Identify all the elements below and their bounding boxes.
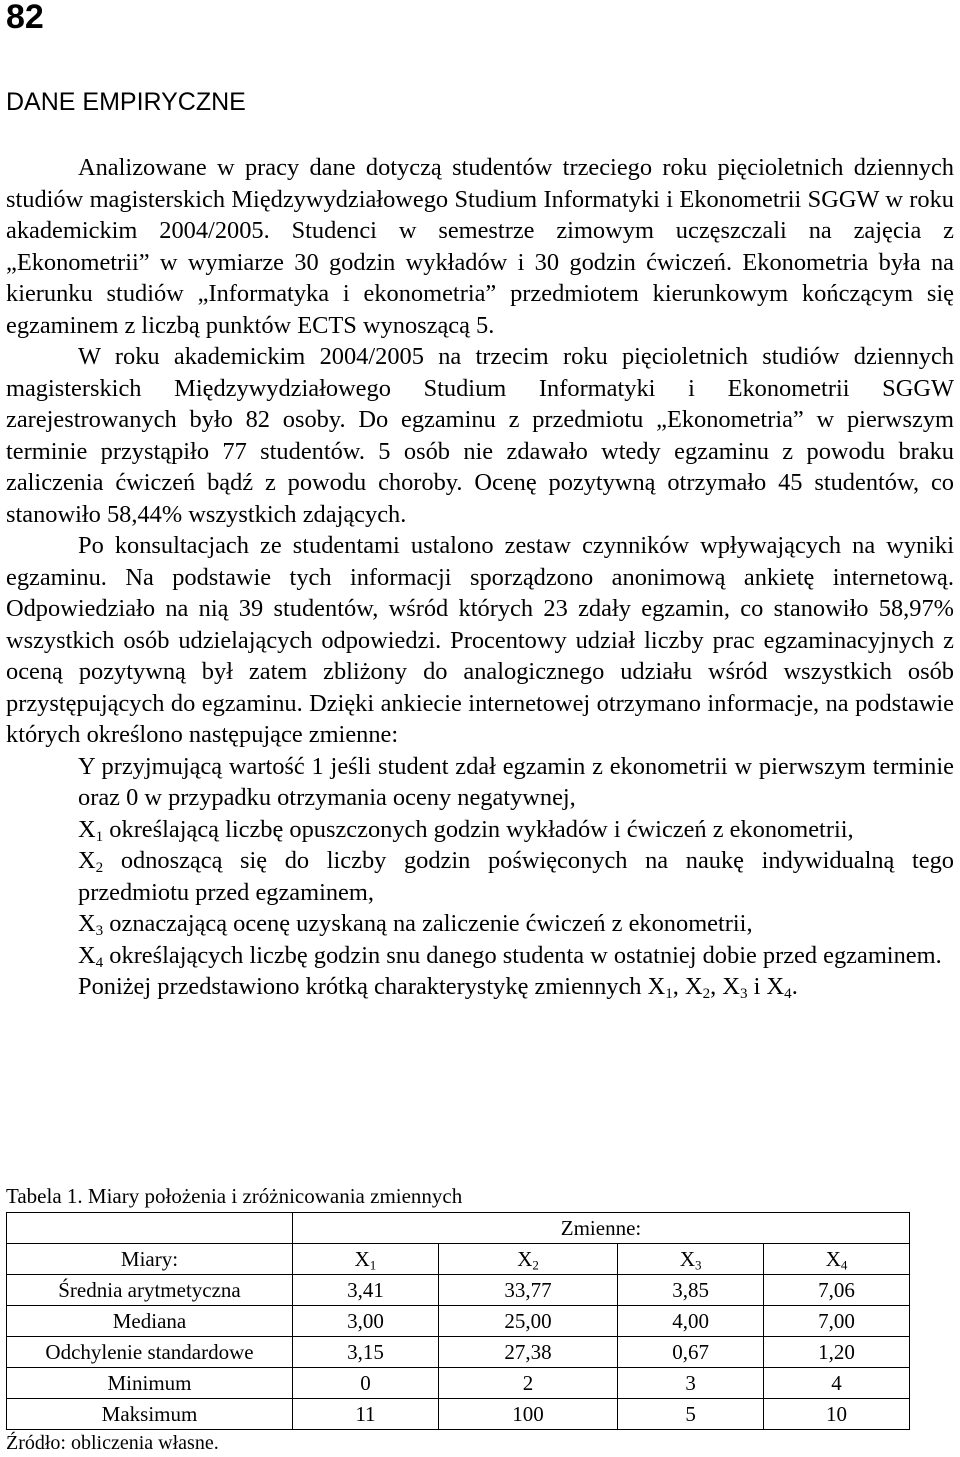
table-row-label: Maksimum bbox=[7, 1399, 293, 1430]
table-row bbox=[7, 1399, 910, 1430]
table-row-header-label: Miary: bbox=[7, 1244, 293, 1275]
table-cell: 3,00 bbox=[293, 1306, 439, 1337]
table-row bbox=[7, 1306, 910, 1337]
table-cell: 0 bbox=[293, 1368, 439, 1399]
table-cell: 7,06 bbox=[764, 1275, 910, 1306]
variable-item-y: Y przyjmującą wartość 1 jeśli student zdał egzamin z ekonometrii w pierwszym terminie oraz 0 w przypadku otrzymania oceny negatywnej, bbox=[78, 752, 954, 811]
table-source-note: Źródło: obliczenia własne. bbox=[6, 1432, 219, 1454]
table-cell: 2 bbox=[438, 1368, 617, 1399]
table-row-label: Odchylenie standardowe bbox=[7, 1337, 293, 1368]
variable-item-x1: $X_1$ określającą liczbę opuszczonych godzin wykładów i ćwiczeń z ekonometrii, bbox=[78, 815, 854, 845]
table-column-header: $X_4$ bbox=[764, 1244, 910, 1275]
table-row bbox=[7, 1275, 910, 1306]
statistics-table bbox=[6, 1212, 910, 1430]
table-cell: 25,00 bbox=[438, 1306, 617, 1337]
table-row-label: Minimum bbox=[7, 1368, 293, 1399]
body-text bbox=[6, 152, 954, 1003]
table-cell: 4 bbox=[764, 1368, 910, 1399]
paragraph-2: W roku akademickim 2004/2005 na trzecim roku pięcioletnich studiów dziennych magisterskich Międzywydziałowego Studium Informatyki i Ekonometrii SGGW zarejestrowanych było 82 osoby. Do egzaminu z przedmiotu „Ekonometria” w pierwszym terminie przystąpiło 77 studentów. 5 osób nie zdawało wtedy egzaminu z powodu braku zaliczenia ćwiczeń bądź z powodu choroby. Ocenę pozytywną otrzymało 45 studentów, co stanowiło 58,44% wszystkich zdających. bbox=[6, 343, 954, 528]
table-cell: 11 bbox=[293, 1399, 439, 1430]
paragraph-1: Analizowane w pracy dane dotyczą studentów trzeciego roku pięcioletnich dziennych studiów magisterskich Międzywydziałowego Studium Informatyki i Ekonometrii SGGW w roku akademickim 2004/2005. Studenci w semestrze zimowym uczęszczali na zajęcia z „Ekonometrii” w wymiarze 30 godzin wykładów i 30 godzin ćwiczeń. Ekonometria była na kierunku studiów „Informatyka i ekonometria” przedmiotem kierunkowym kończącym się egzaminem z liczbą punktów ECTS wynoszącą 5. bbox=[6, 154, 954, 339]
page-number: 82 bbox=[6, 0, 44, 36]
table-row bbox=[7, 1337, 910, 1368]
paragraph-3: Po konsultacjach ze studentami ustalono zestaw czynników wpływających na wyniki egzaminu. Na podstawie tych informacji sporządzono anonimową ankietę internetową. Odpowiedziało na nią 39 studentów, wśród których 23 zdały egzamin, co stanowiło 58,97% wszystkich osób udzielających odpowiedzi. Procentowy udział liczby prac egzaminacyjnych z oceną pozytywną był zatem zbliżony do analogicznego udziału wśród wszystkich osób przystępujących do egzaminu. Dzięki ankiecie internetowej otrzymano informacje, na podstawie których określono następujące zmienne: bbox=[6, 532, 954, 748]
table-cell: 0,67 bbox=[618, 1337, 764, 1368]
table-cell: 3,15 bbox=[293, 1337, 439, 1368]
variable-list bbox=[6, 751, 954, 972]
table-row-label: Średnia arytmetyczna bbox=[7, 1275, 293, 1306]
table-header-row bbox=[7, 1244, 910, 1275]
table-cell: 7,00 bbox=[764, 1306, 910, 1337]
table-cell: 27,38 bbox=[438, 1337, 617, 1368]
table-cell: 33,77 bbox=[438, 1275, 617, 1306]
section-heading: DANE EMPIRYCZNE bbox=[6, 88, 246, 116]
variable-item-x2: $X_2$ odnoszącą się do liczby godzin poświęconych na naukę indywidualną tego przedmiotu przed egzaminem, bbox=[78, 847, 954, 906]
table-column-header: $X_2$ bbox=[438, 1244, 617, 1275]
table-cell: 5 bbox=[618, 1399, 764, 1430]
table-cell: 3 bbox=[618, 1368, 764, 1399]
variable-item-x3: $X_3$ oznaczającą ocenę uzyskaną na zaliczenie ćwiczeń z ekonometrii, bbox=[78, 910, 753, 939]
table-row-label: Mediana bbox=[7, 1306, 293, 1337]
table-cell: 3,41 bbox=[293, 1275, 439, 1306]
table-cell: 3,85 bbox=[618, 1275, 764, 1306]
table-column-header: $X_1$ bbox=[293, 1244, 439, 1275]
table-cell: 10 bbox=[764, 1399, 910, 1430]
table-caption: Tabela 1. Miary położenia i zróżnicowania zmiennych bbox=[6, 1184, 463, 1208]
table-column-header: $X_3$ bbox=[618, 1244, 764, 1275]
table-empty-corner bbox=[7, 1213, 293, 1244]
table-cell: 1,20 bbox=[764, 1337, 910, 1368]
table-group-header: Zmienne: bbox=[293, 1213, 910, 1244]
table-group-header-row bbox=[7, 1213, 910, 1244]
table-cell: 100 bbox=[438, 1399, 617, 1430]
table-cell: 4,00 bbox=[618, 1306, 764, 1337]
variable-item-x4: $X_4$ określających liczbę godzin snu danego studenta w ostatniej dobie przed egzaminem. bbox=[78, 941, 942, 971]
summary-sentence: Poniżej przedstawiono krótką charakterystykę zmiennych $X_1$, $X_2$, $X_3$ i $X_4$. bbox=[78, 973, 798, 1002]
table-row bbox=[7, 1368, 910, 1399]
